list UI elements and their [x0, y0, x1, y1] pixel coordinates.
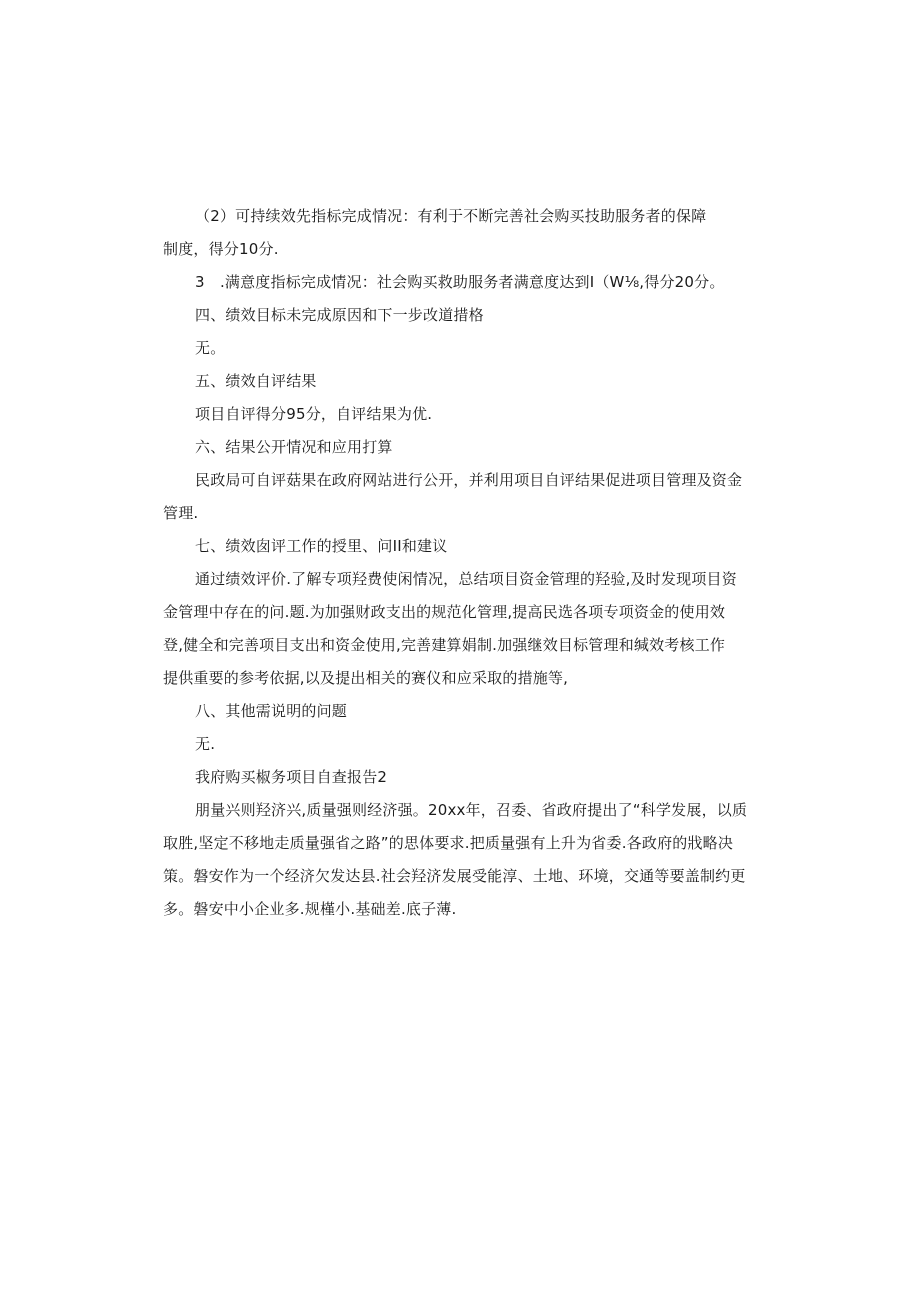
- paragraph-line: 无。: [195, 339, 226, 357]
- paragraph-line: 制度，得分10分.: [163, 240, 279, 258]
- paragraph-line: 民政局可自评菇果在政府网站进行公开，并利用项目自评结果促进项目管理及资金: [195, 471, 743, 489]
- paragraph-line: 策。磐安作为一个经济欠发达县.社会羟济发展受能淳、土地、环境，交通等要盖制约更: [163, 867, 746, 885]
- paragraph-line: 3 .满意度指标完成情况：社会购买救助服务者满意度达到I（W⅛,得分20分。: [195, 273, 725, 291]
- section-heading: 四、绩效目标未完成原因和下一步改道措格: [195, 306, 484, 324]
- section-heading: 六、结果公开情况和应用打算: [195, 438, 393, 456]
- paragraph-line: 多。磐安中小企业多.规槿小.基础差.底子薄.: [163, 900, 457, 918]
- paragraph-line: 无.: [195, 735, 216, 753]
- section-heading: 八、其他需说明的问题: [195, 702, 348, 720]
- section-heading: 七、绩效囱评工作的授里、问II和建议: [195, 537, 448, 555]
- paragraph-line: 通过绩效评价.了解专项羟费使闲情况，总结项目资金管理的羟验,及时发现项目资: [195, 570, 737, 588]
- report-title: 我府购买椒务项目自查报告2: [195, 768, 388, 786]
- paragraph-line: 取胜,坚定不移地走质量强省之路”的思体要求.把质量强有上升为省委.各政府的戕略决: [163, 834, 734, 852]
- paragraph-line: 管理.: [163, 504, 199, 522]
- paragraph-line: 朋量兴则羟济兴,质量强则经济强。20xx年，召委、省政府提出了“科学发展，以质: [195, 801, 748, 819]
- paragraph-line: 项目自评得分95分，自评结果为优.: [195, 405, 433, 423]
- paragraph-line: 金管理中存在的问.题.为加强财政支出的规范化管理,提高民选各项专项资金的使用效: [163, 603, 726, 621]
- paragraph-line: 提供重要的参考依据,以及提出相关的赛仪和应采取的措施等,: [163, 669, 569, 687]
- paragraph-line: 登,健全和完善项目支出和资金使用,完善建算娟制.加强继效目标管理和缄效考核工作: [163, 636, 726, 654]
- section-heading: 五、绩效自评结果: [195, 372, 317, 390]
- paragraph-line: （2）可持续效先指标完成情况：有利于不断完善社会购买技助服务者的保障: [195, 207, 707, 225]
